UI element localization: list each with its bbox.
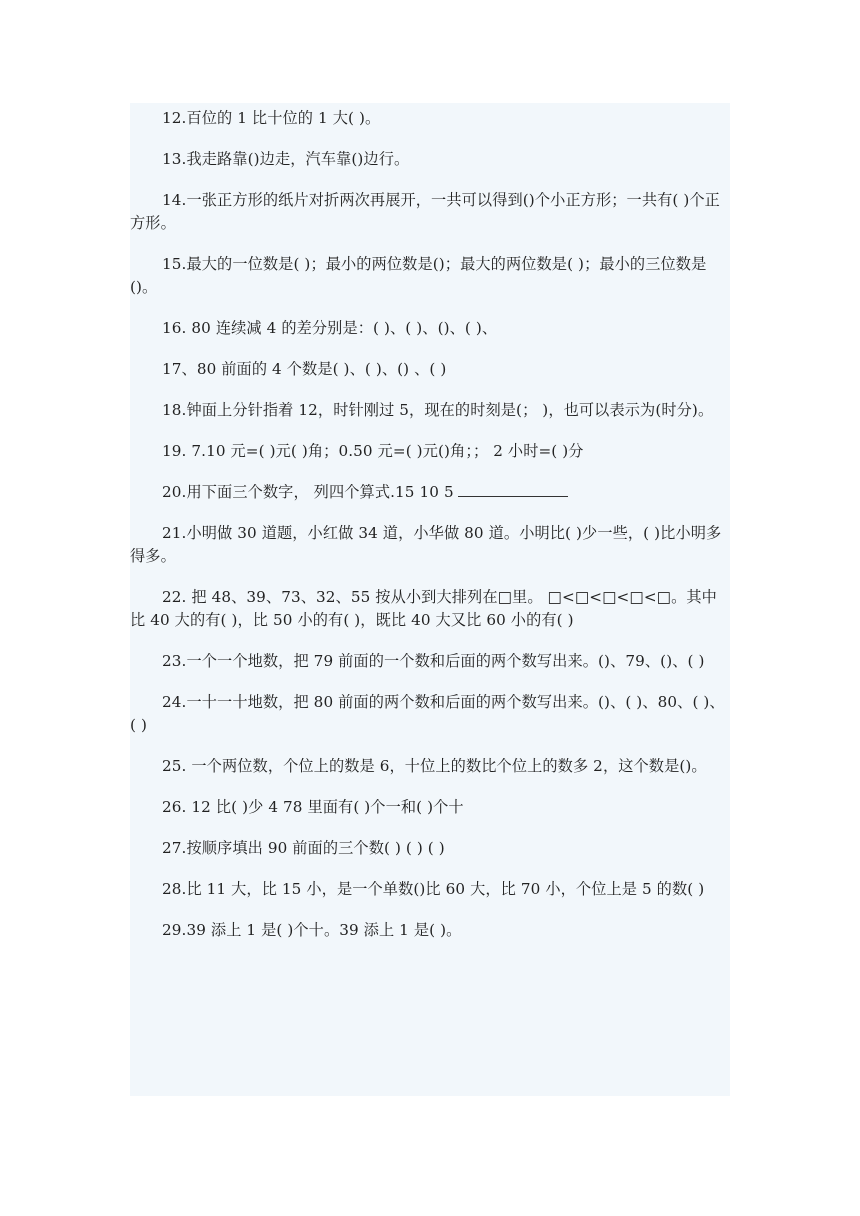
question-14: [130, 189, 730, 235]
question-22: [130, 586, 730, 632]
question-18: [130, 399, 730, 422]
question-text: 17、80 前面的 4 个数是( )、( )、() 、( ): [162, 360, 447, 378]
question-text: 15.最大的一位数是( )；最小的两位数是()；最大的两位数是( )；最小的三位数是()。: [130, 255, 707, 296]
question-text: 14.一张正方形的纸片对折两次再展开，一共可以得到()个小正方形；一共有( )个正方形。: [130, 191, 720, 232]
question-21: [130, 522, 730, 568]
question-26: [130, 796, 730, 819]
answer-blank-line[interactable]: [458, 482, 568, 497]
question-20: [130, 481, 730, 504]
question-text: 24.一十一十地数，把 80 前面的两个数和后面的两个数写出来。()、( )、80、( )、( ): [130, 693, 725, 734]
question-19: [130, 440, 730, 463]
question-text: 22. 把 48、39、73、32、55 按从小到大排列在□里。 □<□<□<□<□。其中比 40 大的有( )，比 50 小的有( )，既比 40 大又比 60 小的有( ): [130, 588, 717, 629]
question-text: 18.钟面上分针指着 12，时针刚过 5，现在的时刻是(； )，也可以表示为(时分)。: [162, 401, 714, 419]
question-text: 25. 一个两位数，个位上的数是 6，十位上的数比个位上的数多 2，这个数是()。: [162, 757, 707, 775]
question-29: [130, 919, 730, 942]
question-28: [130, 878, 730, 901]
question-text: 21.小明做 30 道题，小红做 34 道，小华做 80 道。小明比( )少一些，( )比小明多得多。: [130, 524, 722, 565]
question-text: 16. 80 连续减 4 的差分别是：( )、( )、()、( )、: [162, 319, 498, 337]
question-text: 23.一个一个地数，把 79 前面的一个数和后面的两个数写出来。()、79、()、( ): [162, 652, 705, 670]
question-15: [130, 253, 730, 299]
question-13: [130, 148, 730, 171]
question-25: [130, 755, 730, 778]
question-24: [130, 691, 730, 737]
question-text: 19. 7.10 元=( )元( )角；0.50 元=( )元()角；； 2 小时=( )分: [162, 442, 584, 460]
question-text: 20.用下面三个数字， 列四个算式.15 10 5: [162, 483, 454, 501]
question-16: [130, 317, 730, 340]
question-27: [130, 837, 730, 860]
question-text: 28.比 11 大，比 15 小，是一个单数()比 60 大，比 70 小，个位上是 5 的数( ): [162, 880, 705, 898]
question-text: 12.百位的 1 比十位的 1 大( )。: [162, 109, 381, 127]
question-text: 13.我走路靠()边走，汽车靠()边行。: [162, 150, 410, 168]
question-text: 29.39 添上 1 是( )个十。39 添上 1 是( )。: [162, 921, 462, 939]
question-text: 27.按顺序填出 90 前面的三个数( ) ( ) ( ): [162, 839, 445, 857]
question-17: [130, 358, 730, 381]
question-text: 26. 12 比( )少 4 78 里面有( )个一和( )个十: [162, 798, 464, 816]
question-23: [130, 650, 730, 673]
question-12: [130, 107, 730, 130]
question-panel: [130, 103, 730, 1096]
